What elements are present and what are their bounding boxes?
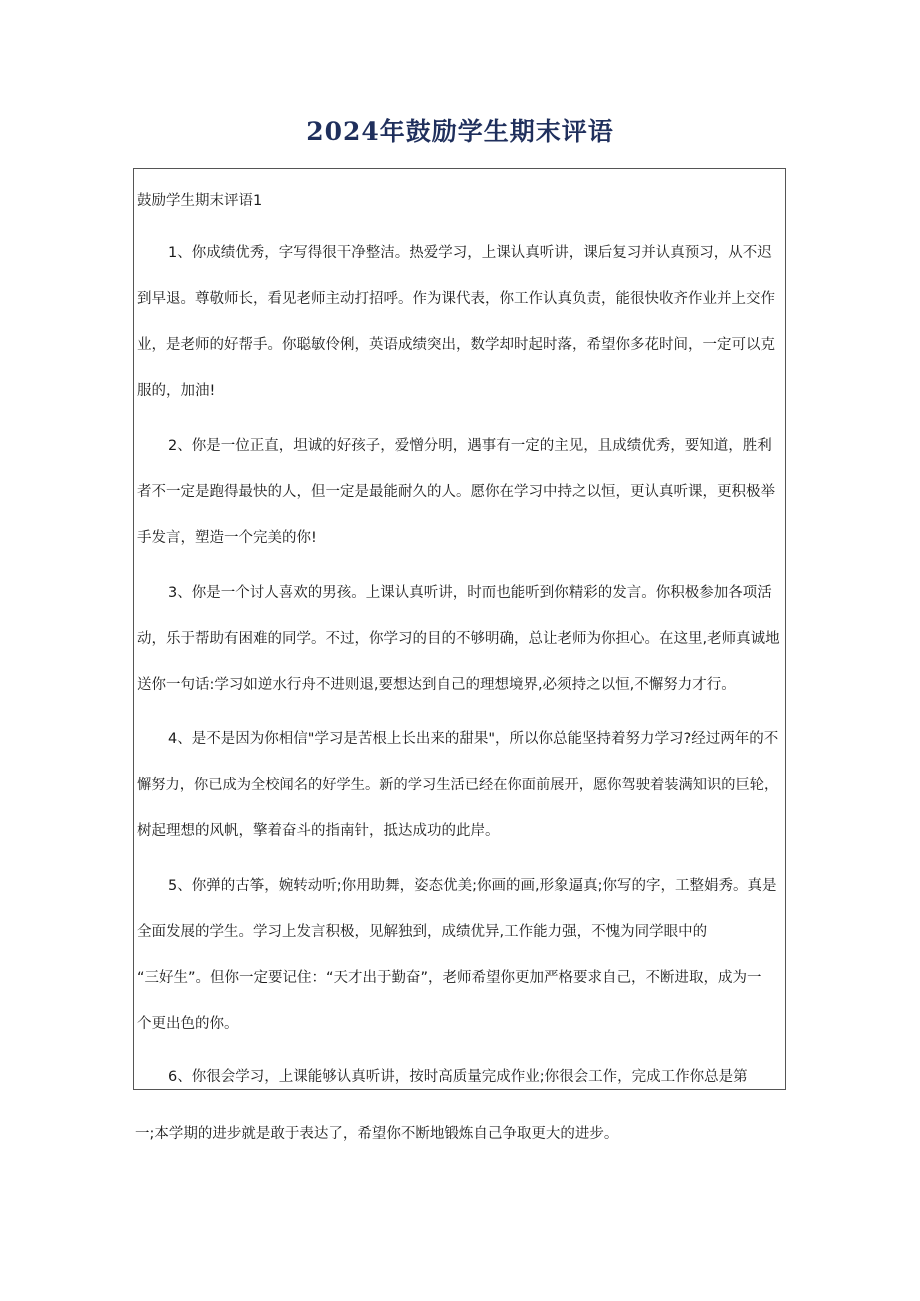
page-title: 2024年鼓励学生期末评语 (306, 117, 614, 146)
paragraph-6-line-1: 6、你很会学习，上课能够认真听讲，按时高质量完成作业;你很会工作，完成工作你总是第 (168, 1069, 748, 1085)
paragraph-2-line-1: 2、你是一位正直，坦诚的好孩子，爱憎分明，遇事有一定的主见，且成绩优秀，要知道，胜利 (168, 438, 772, 454)
section-heading: 鼓励学生期末评语1 (137, 193, 263, 209)
paragraph-3-line-2: 动，乐于帮助有困难的同学。不过，你学习的目的不够明确，总让老师为你担心。在这里,老师真诚地 (137, 631, 780, 647)
paragraph-1-line-3: 业，是老师的好帮手。你聪敏伶俐，英语成绩突出，数学却时起时落，希望你多花时间，一定可以克 (137, 337, 775, 353)
paragraph-5-line-3: “三好生”。但你一定要记住：“天才出于勤奋”，老师希望你更加严格要求自己，不断进取，成为一 (137, 970, 762, 986)
paragraph-6-line-2: 一;本学期的进步就是敢于表达了，希望你不断地锻炼自己争取更大的进步。 (135, 1126, 619, 1142)
paragraph-2-line-3: 手发言，塑造一个完美的你! (137, 530, 317, 546)
paragraph-1-line-1: 1、你成绩优秀，字写得很干净整洁。热爱学习，上课认真听讲，课后复习并认真预习，从不迟 (168, 245, 772, 261)
paragraph-5-line-1: 5、你弹的古筝，婉转动听;你用助舞，姿态优美;你画的画,形象逼真;你写的字，工整娟秀。真是 (168, 878, 777, 894)
paragraph-4-line-1: 4、是不是因为你相信"学习是苦根上长出来的甜果"，所以你总能坚持着努力学习?经过两年的不 (168, 731, 779, 747)
paragraph-5-line-4: 个更出色的你。 (137, 1016, 239, 1032)
paragraph-1-line-2: 到早退。尊敬师长，看见老师主动打招呼。作为课代表，你工作认真负责，能很快收齐作业并上交作 (137, 291, 775, 307)
comment-box (133, 168, 786, 1090)
paragraph-4-line-2: 懈努力，你已成为全校闻名的好学生。新的学习生活已经在你面前展开，愿你驾驶着装满知识的巨轮， (137, 777, 779, 793)
paragraph-2-line-2: 者不一定是跑得最快的人，但一定是最能耐久的人。愿你在学习中持之以恒，更认真听课，更积极举 (137, 484, 775, 500)
paragraph-3-line-3: 送你一句话:学习如逆水行舟不进则退,要想达到自己的理想境界,必须持之以恒,不懈努力才行。 (137, 677, 736, 693)
paragraph-3-line-1: 3、你是一个讨人喜欢的男孩。上课认真听讲，时而也能听到你精彩的发言。你积极参加各项活 (168, 585, 772, 601)
paragraph-1-line-4: 服的，加油! (137, 383, 216, 399)
paragraph-4-line-3: 树起理想的风帆，擎着奋斗的指南针，抵达成功的此岸。 (137, 823, 500, 839)
paragraph-5-line-2: 全面发展的学生。学习上发言积极，见解独到，成绩优异,工作能力强，不愧为同学眼中的 (137, 924, 708, 940)
